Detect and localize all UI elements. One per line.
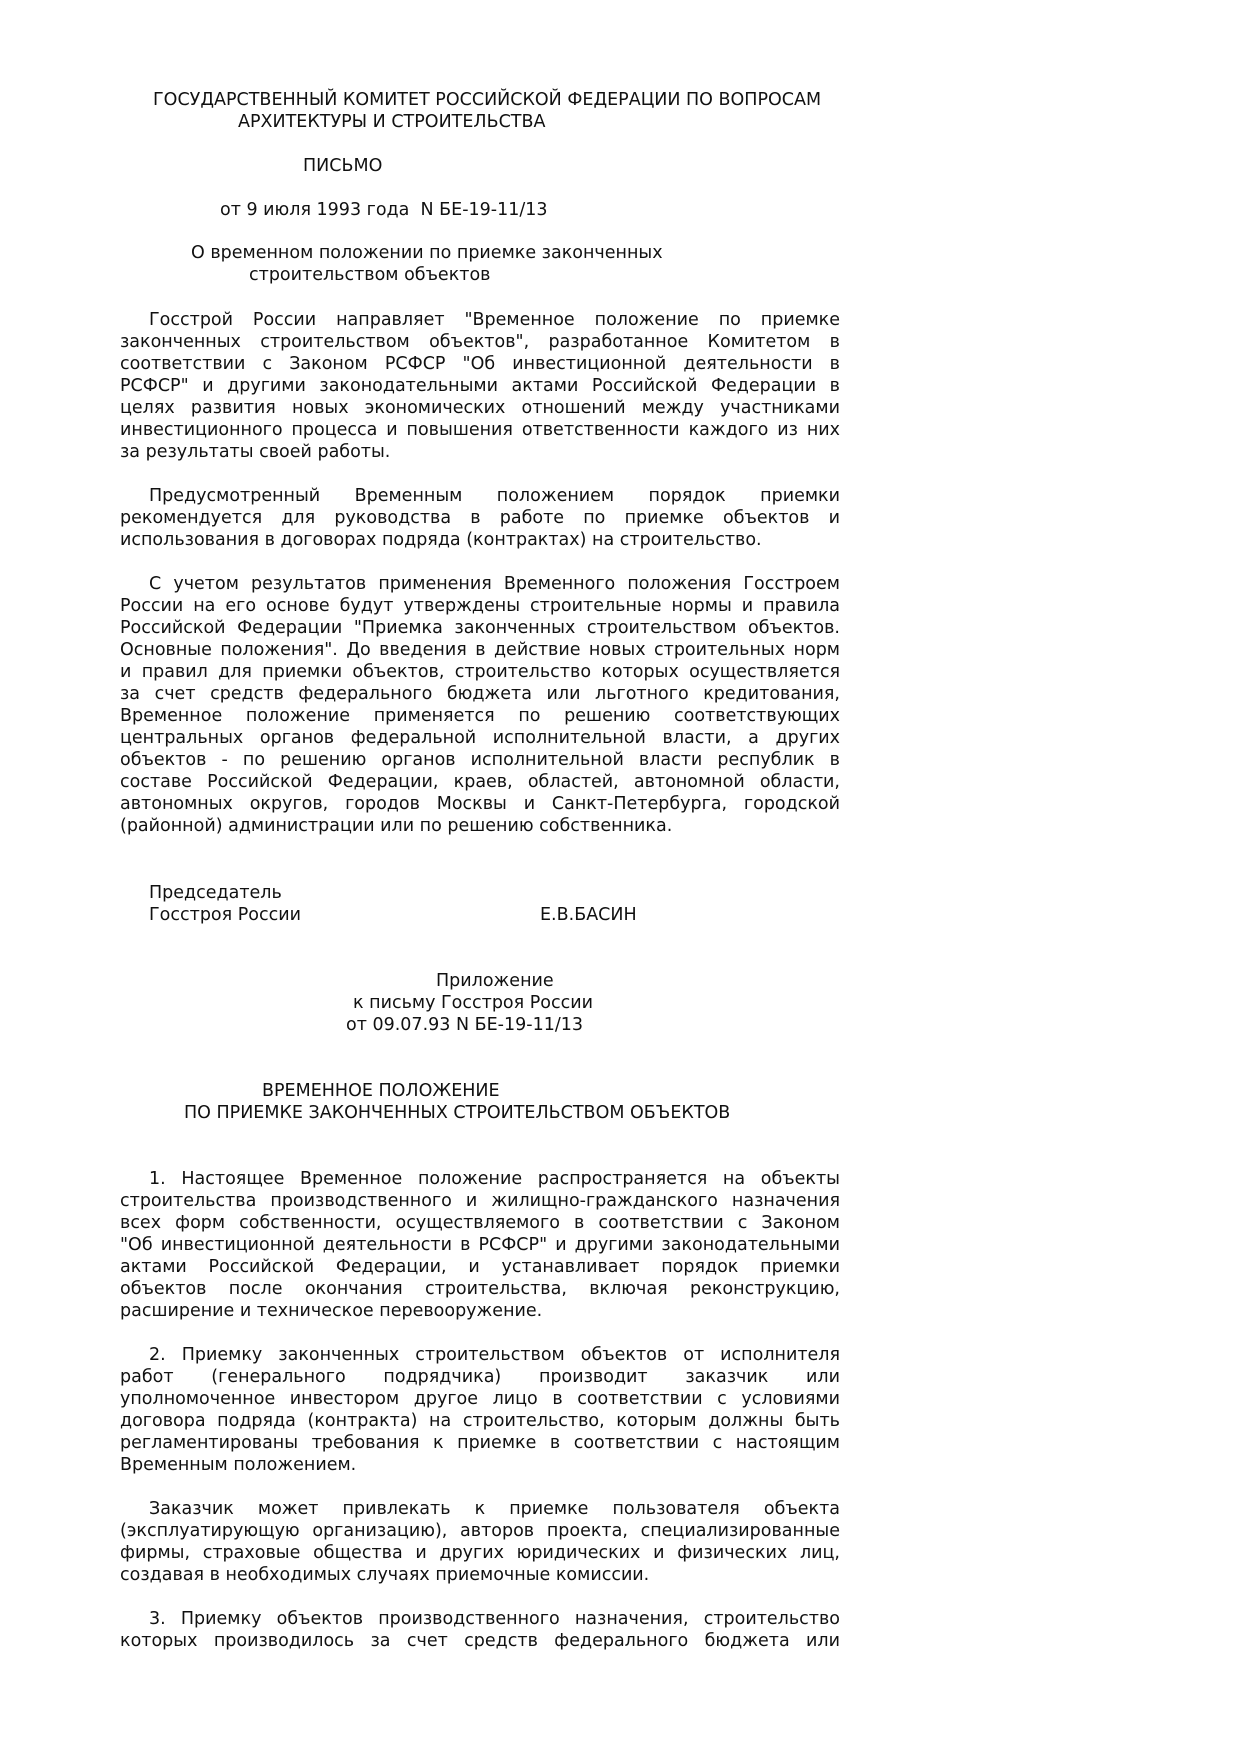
text-line: центральных органов федеральной исполнительной власти, а других xyxy=(120,728,840,748)
appendix-line-3: от 09.07.93 N БЕ-19-11/13 xyxy=(346,1015,584,1035)
appendix-label: Приложение xyxy=(436,971,554,991)
text-line: С учетом результатов применения Временного положения Госстроем xyxy=(149,574,840,594)
regulation-title-line-2: ПО ПРИЕМКЕ ЗАКОНЧЕННЫХ СТРОИТЕЛЬСТВОМ ОБЪЕКТОВ xyxy=(184,1103,731,1123)
text-line: Госстрой России направляет "Временное положение по приемке xyxy=(149,310,840,330)
text-line: за результаты своей работы. xyxy=(120,442,391,462)
text-line: актами Российской Федерации, и устанавливает порядок приемки xyxy=(120,1257,840,1277)
text-line: автономных округов, городов Москвы и Санкт-Петербурга, городской xyxy=(120,794,840,814)
text-line: использования в договорах подряда (контрактах) на строительство. xyxy=(120,530,762,550)
text-line: 1. Настоящее Временное положение распространяется на объекты xyxy=(149,1169,840,1189)
text-line: расширение и техническое перевооружение. xyxy=(120,1301,543,1321)
text-line: фирмы, страховые общества и других юридических и физических лиц, xyxy=(120,1543,840,1563)
text-line: (эксплуатирующую организацию), авторов проекта, специализированные xyxy=(120,1521,840,1541)
org-name-line-1: ГОСУДАРСТВЕННЫЙ КОМИТЕТ РОССИЙСКОЙ ФЕДЕРАЦИИ ПО ВОПРОСАМ xyxy=(153,90,822,110)
text-line: уполномоченное инвестором другое лицо в соответствии с условиями xyxy=(120,1389,840,1409)
text-line: регламентированы требования к приемке в соответствии с настоящим xyxy=(120,1433,840,1453)
signatory-name: Е.В.БАСИН xyxy=(540,905,637,925)
text-line: Временным положением. xyxy=(120,1455,357,1475)
subject-line-2: строительством объектов xyxy=(249,265,491,285)
text-line: РСФСР" и другими законодательными актами Российской Федерации в xyxy=(120,376,840,396)
subject-line-1: О временном положении по приемке законченных xyxy=(191,243,663,263)
text-line: 3. Приемку объектов производственного назначения, строительство xyxy=(149,1609,840,1629)
text-line: целях развития новых экономических отношений между участниками xyxy=(120,398,840,418)
text-line: которых производилось за счет средств федерального бюджета или xyxy=(120,1631,840,1651)
regulation-title-line-1: ВРЕМЕННОЕ ПОЛОЖЕНИЕ xyxy=(262,1081,500,1101)
text-line: составе Российской Федерации, краев, областей, автономной области, xyxy=(120,772,840,792)
text-line: инвестиционного процесса и повышения ответственности каждого из них xyxy=(120,420,840,440)
text-line: Российской Федерации "Приемка законченных строительством объектов. xyxy=(120,618,840,638)
text-line: и правил для приемки объектов, строительство которых осуществляется xyxy=(120,662,840,682)
document-type: ПИСЬМО xyxy=(303,156,383,176)
date-and-number: от 9 июля 1993 года N БЕ-19-11/13 xyxy=(220,200,548,220)
text-line: создавая в необходимых случаях приемочные комиссии. xyxy=(120,1565,650,1585)
signatory-position-line-2: Госстроя России xyxy=(149,905,301,925)
text-line: объектов после окончания строительства, включая реконструкцию, xyxy=(120,1279,840,1299)
text-line: соответствии с Законом РСФСР "Об инвестиционной деятельности в xyxy=(120,354,840,374)
text-line: работ (генерального подрядчика) производит заказчик или xyxy=(120,1367,840,1387)
text-line: Основные положения". До введения в действие новых строительных норм xyxy=(120,640,840,660)
text-line: Предусмотренный Временным положением порядок приемки xyxy=(149,486,840,506)
text-line: за счет средств федерального бюджета или льготного кредитования, xyxy=(120,684,840,704)
signatory-position-line-1: Председатель xyxy=(149,883,282,903)
text-line: объектов - по решению органов исполнительной власти республик в xyxy=(120,750,840,770)
text-line: Заказчик может привлекать к приемке пользователя объекта xyxy=(149,1499,840,1519)
text-line: "Об инвестиционной деятельности в РСФСР" и другими законодательными xyxy=(120,1235,840,1255)
text-line: всех форм собственности, осуществляемого в соответствии с Законом xyxy=(120,1213,840,1233)
text-line: России на его основе будут утверждены строительные нормы и правила xyxy=(120,596,840,616)
text-line: рекомендуется для руководства в работе по приемке объектов и xyxy=(120,508,840,528)
text-line: 2. Приемку законченных строительством объектов от исполнителя xyxy=(149,1345,840,1365)
text-line: строительства производственного и жилищно-гражданского назначения xyxy=(120,1191,840,1211)
text-line: (районной) администрации или по решению собственника. xyxy=(120,816,673,836)
text-line: законченных строительством объектов", разработанное Комитетом в xyxy=(120,332,840,352)
org-name-line-2: АРХИТЕКТУРЫ И СТРОИТЕЛЬСТВА xyxy=(238,112,546,132)
text-line: договора подряда (контракта) на строительство, которым должны быть xyxy=(120,1411,840,1431)
appendix-line-2: к письму Госстроя России xyxy=(353,993,593,1013)
text-line: Временное положение применяется по решению соответствующих xyxy=(120,706,840,726)
